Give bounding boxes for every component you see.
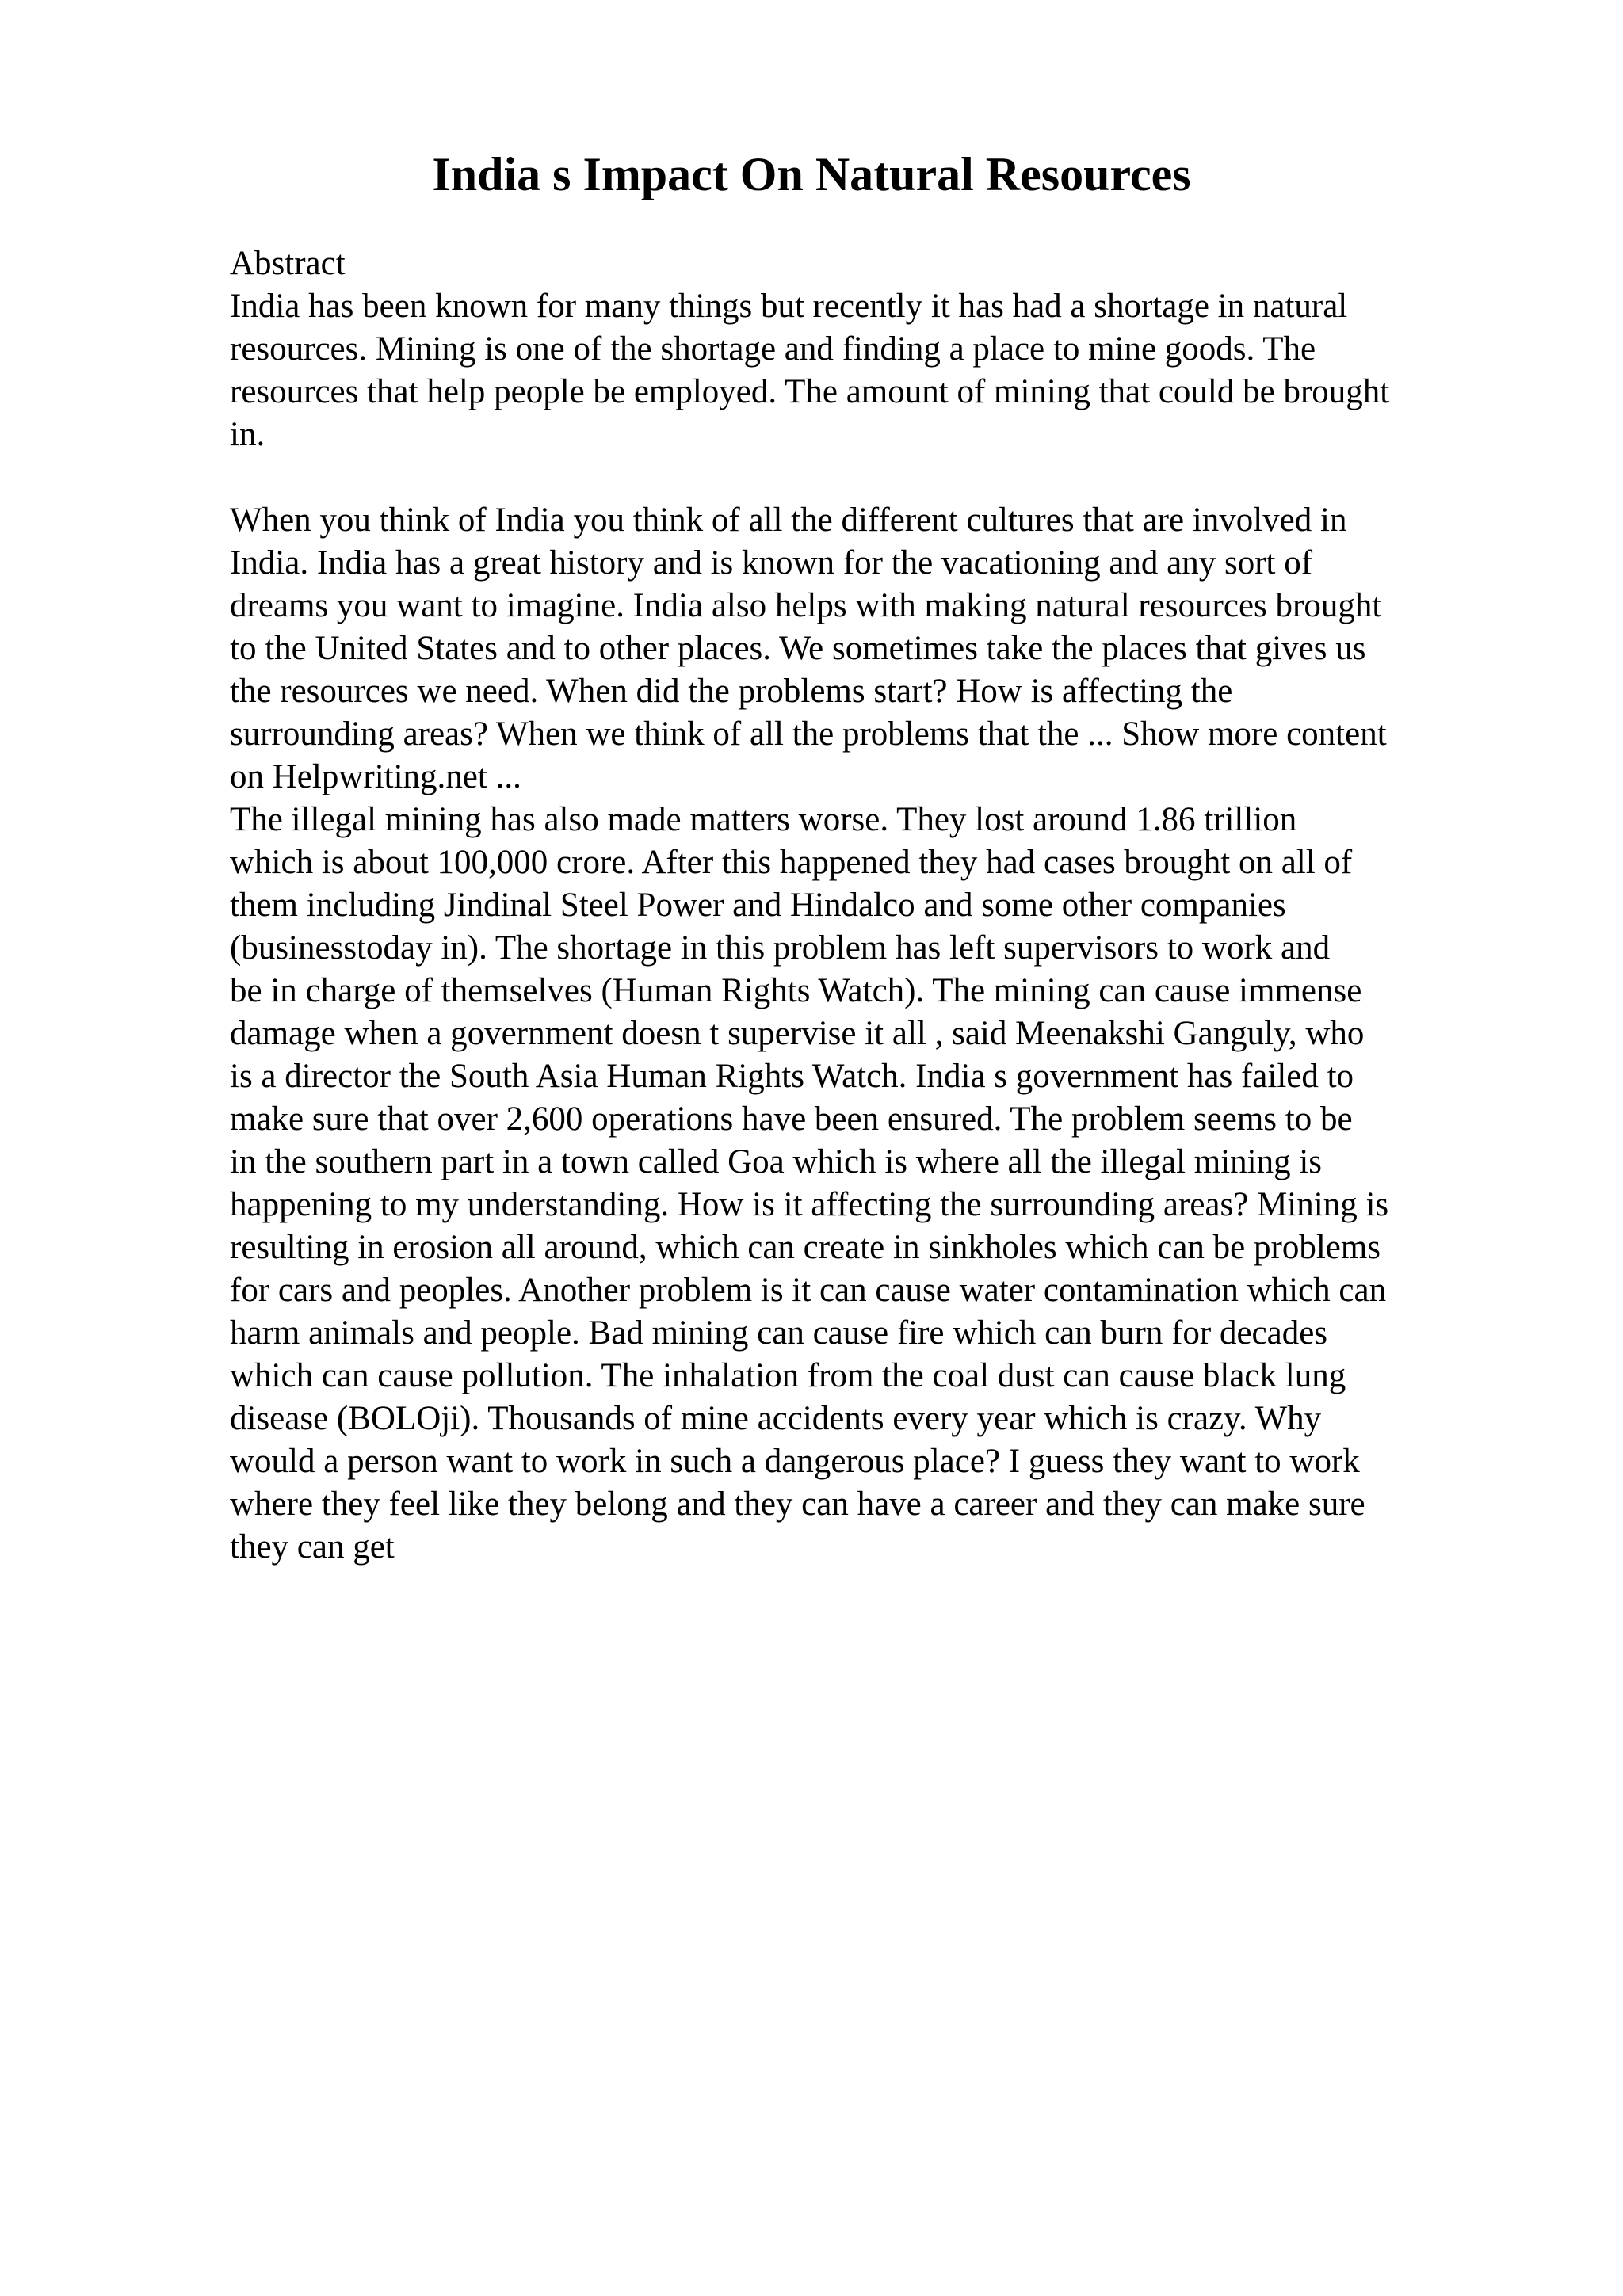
text-line: in. <box>230 416 265 453</box>
text-line: which is about 100,000 crore. After this happened they had cases brought on all of <box>230 844 1353 881</box>
mining-paragraph <box>230 799 1498 1569</box>
text-line: them including Jindinal Steel Power and Hindalco and some other companies <box>230 887 1286 924</box>
text-line: India has been known for many things but recently it has had a shortage in natural <box>230 288 1348 325</box>
text-line: dreams you want to imagine. India also helps with making natural resources brought <box>230 587 1382 624</box>
text-line: disease (BOLOji). Thousands of mine accidents every year which is crazy. Why <box>230 1400 1322 1437</box>
text-line: The illegal mining has also made matters worse. They lost around 1.86 trillion <box>230 801 1297 838</box>
text-line: where they feel like they belong and they can have a career and they can make sure <box>230 1486 1365 1523</box>
text-line: is a director the South Asia Human Rights Watch. India s government has failed to <box>230 1058 1354 1095</box>
abstract-heading: Abstract <box>230 245 346 282</box>
text-line: to the United States and to other places. We sometimes take the places that gives us <box>230 630 1366 667</box>
text-line: make sure that over 2,600 operations have been ensured. The problem seems to be <box>230 1100 1353 1138</box>
text-line: surrounding areas? When we think of all the problems that the ... Show more content <box>230 715 1387 753</box>
text-line: India. India has a great history and is known for the vacationing and any sort of <box>230 544 1313 582</box>
paragraph-spacer <box>230 456 1498 499</box>
text-line: resources that help people be employed. The amount of mining that could be brought <box>230 373 1390 410</box>
abstract-paragraph <box>230 285 1498 456</box>
text-line: damage when a government doesn t supervise it all , said Meenakshi Ganguly, who <box>230 1015 1365 1052</box>
text-line: (businesstoday in). The shortage in this problem has left supervisors to work and <box>230 929 1331 967</box>
intro-paragraph <box>230 499 1498 799</box>
text-line: be in charge of themselves (Human Rights Watch). The mining can cause immense <box>230 972 1362 1009</box>
document-title: India s Impact On Natural Resources <box>432 148 1191 200</box>
text-line: for cars and peoples. Another problem is it can cause water contamination which can <box>230 1272 1387 1309</box>
text-line: on Helpwriting.net ... <box>230 758 521 795</box>
text-line: harm animals and people. Bad mining can cause fire which can burn for decades <box>230 1314 1328 1352</box>
text-line: in the southern part in a town called Goa which is where all the illegal mining is <box>230 1143 1323 1180</box>
text-line: resulting in erosion all around, which can create in sinkholes which can be problems <box>230 1229 1381 1266</box>
text-line: the resources we need. When did the problems start? How is affecting the <box>230 673 1233 710</box>
document-body <box>230 242 1498 1569</box>
text-line: resources. Mining is one of the shortage and finding a place to mine goods. The <box>230 330 1316 368</box>
text-line: happening to my understanding. How is it affecting the surrounding areas? Mining is <box>230 1186 1389 1223</box>
text-line: they can get <box>230 1528 395 1566</box>
text-line: would a person want to work in such a dangerous place? I guess they want to work <box>230 1443 1360 1480</box>
text-line: When you think of India you think of all the different cultures that are involved in <box>230 502 1347 539</box>
text-line: which can cause pollution. The inhalation from the coal dust can cause black lung <box>230 1357 1346 1394</box>
